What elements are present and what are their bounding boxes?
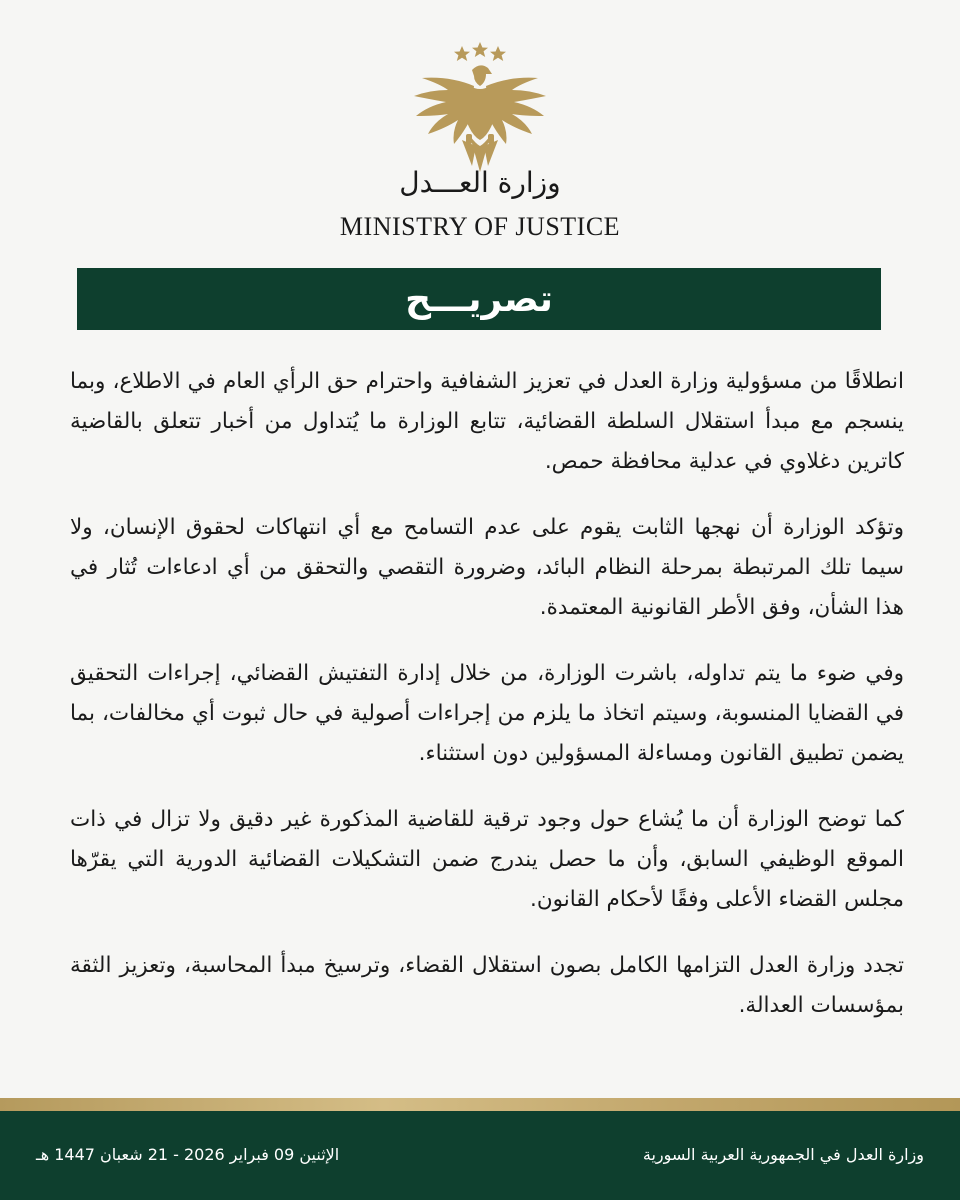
footer-date-line: الإثنين 09 فبراير 2026 - 21 شعبان 1447 هـ <box>36 1145 340 1164</box>
paragraph: وتؤكد الوزارة أن نهجها الثابت يقوم على عدم التسامح مع أي انتهاكات لحقوق الإنسان، ولا سيما تلك المرتبطة بمرحلة النظام البائد، وضرورة التقصي والتحقق من أي ادعاءات تُثار في هذا الشأن، وفق الأطر القانونية المعتمدة. <box>70 515 904 620</box>
statement-body <box>70 362 904 1052</box>
gold-divider-strip <box>0 1098 960 1111</box>
statement-title: تصريـــح <box>405 278 553 320</box>
paragraph: وفي ضوء ما يتم تداوله، باشرت الوزارة، من خلال إدارة التفتيش القضائي، إجراءات التحقيق في القضايا المنسوبة، وسيتم اتخاذ ما يلزم من إجراءات أصولية في حال ثبوت أي مخالفات، بما يضمن تطبيق القانون ومساءلة المسؤولين دون استثناء. <box>70 661 904 766</box>
ministry-logo <box>0 30 960 240</box>
paragraph: تجدد وزارة العدل التزامها الكامل بصون استقلال القضاء، وترسيخ مبدأ المحاسبة، وتعزيز الثقة بمؤسسات العدالة. <box>70 953 904 1018</box>
footer <box>0 1111 960 1200</box>
paragraph: كما توضح الوزارة أن ما يُشاع حول وجود ترقية للقاضية المذكورة غير دقيق ولا تزال في ذات الموقع الوظيفي السابق، وأن ما حصل يندرج ضمن التشكيلات القضائية الدورية التي يقرّها مجلس القضاء الأعلى وفقًا لأحكام القانون. <box>70 807 904 912</box>
footer-ministry-line: وزارة العدل في الجمهورية العربية السورية <box>642 1145 924 1164</box>
ministry-name-arabic: وزارة العـــدل <box>399 166 561 199</box>
paragraph: انطلاقًا من مسؤولية وزارة العدل في تعزيز الشفافية واحترام حق الرأي العام في الاطلاع، وبما ينسجم مع مبدأ استقلال السلطة القضائية، تتابع الوزارة ما يُتداول من أخبار تتعلق بالقاضية كاترين دغلاوي في عدلية محافظة حمص. <box>70 369 904 474</box>
statement-title-bar <box>77 268 881 330</box>
ministry-name-english: MINISTRY OF JUSTICE <box>339 212 621 241</box>
